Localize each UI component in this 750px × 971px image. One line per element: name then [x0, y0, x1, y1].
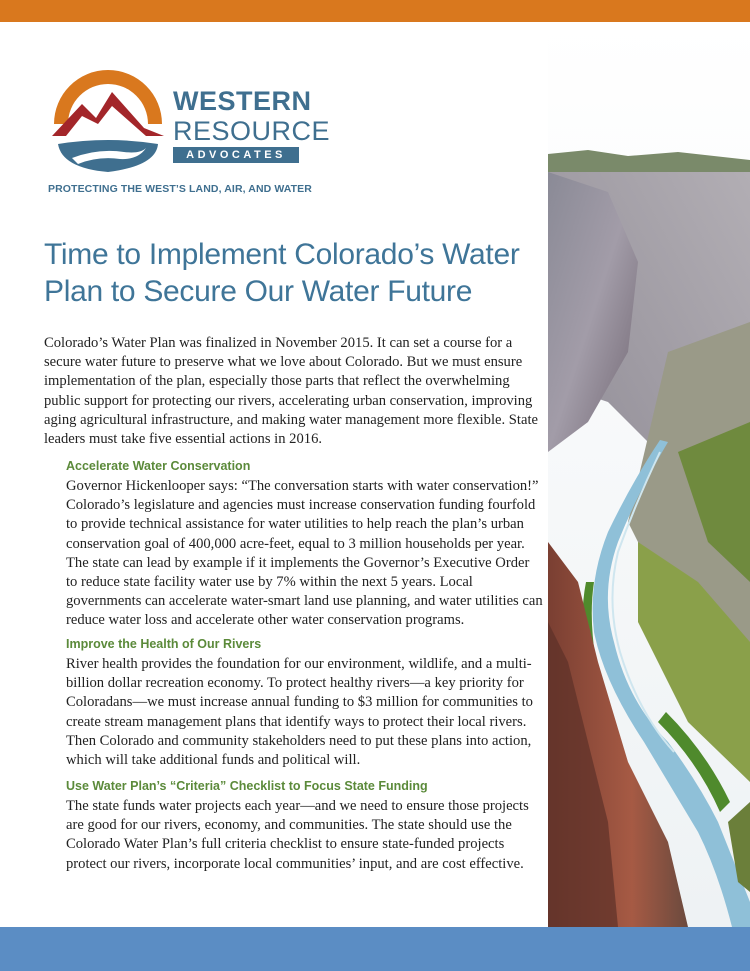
logo-advocates-band — [173, 147, 299, 163]
page-title: Time to Implement Colorado’s Water Plan to Secure Our Water Future — [44, 238, 520, 308]
logo-tagline: PROTECTING THE WEST’S LAND, AIR, AND WATER — [48, 183, 312, 195]
section-body: River health provides the foundation for our environment, wildlife, and a multi-billion dollar recreation economy. To protect healthy rivers—a key priority for Coloradans—we must increase annual funding to $3 million for communities to create stream management plans that identify ways to protect their local rivers. Then Colorado and community stakeholders need to put these plans into action, which will take additional funds and political will. — [66, 656, 533, 769]
canyon-landscape-image — [548, 22, 750, 927]
mountain-river-logo-icon — [48, 62, 168, 177]
section-criteria-checklist — [66, 779, 544, 874]
canyon-river-photo — [548, 22, 750, 927]
intro-paragraph: Colorado’s Water Plan was finalized in November 2015. It can set a course for a secure water future to preserve what we love about Colorado. But we must ensure implementation of the plan, especially those parts that reflect the overwhelming public support for protecting our rivers, accelerating urban conservation, improving aging agricultural infrastructure, and making water management more flexible. State leaders must take five essential actions in 2016. — [44, 335, 538, 448]
logo-text-resource: RESOURCE — [173, 116, 331, 146]
bottom-accent-bar — [0, 927, 750, 971]
organization-logo — [48, 62, 331, 202]
section-heading: Use Water Plan’s “Criteria” Checklist to Focus State Funding — [66, 779, 428, 793]
section-body: Governor Hickenlooper says: “The conversation starts with water conservation!” Colorado’s legislature and agencies must increase conservation funding fourfold to provide technical assistance for water utilities to help reach the plan’s urban conservation goal of 400,000 acre-feet, equal to 3 million households per year. The state can lead by example if it implements the Governor’s Executive Order to reduce state facility water use by 7% within the next 5 years. Local governments can accelerate water-smart land use planning, and water utilities can reduce water loss and accelerate other water conservation programs. — [66, 478, 543, 629]
section-accelerate-conservation — [66, 459, 544, 631]
section-river-health — [66, 637, 544, 770]
section-body: The state funds water projects each year—and we need to ensure those projects are good for our rivers, economy, and communities. The state should use the Colorado Water Plan’s full criteria checklist to ensure state-funded projects protect our rivers, incorporate local communities’ input, and are cost effective. — [66, 798, 529, 872]
logo-text-western: WESTERN — [173, 86, 312, 116]
section-heading: Accelerate Water Conservation — [66, 459, 251, 473]
section-heading: Improve the Health of Our Rivers — [66, 637, 262, 651]
logo-text-advocates: ADVOCATES — [186, 149, 286, 161]
top-accent-bar — [0, 0, 750, 22]
